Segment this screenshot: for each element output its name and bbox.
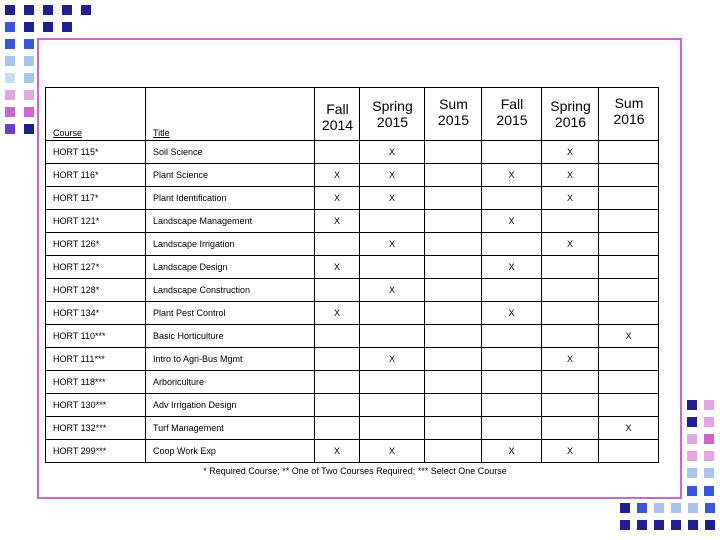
term-mark: X [482,164,542,187]
decorative-square [5,107,15,117]
decorative-square [620,520,630,530]
course-title: Coop Work Exp [146,440,315,463]
decorative-square [687,468,697,478]
term-3-year: 2015 [437,112,470,128]
course-title: Intro to Agri-Bus Mgmt [146,348,315,371]
term-mark [360,210,425,233]
term-mark: X [542,141,599,164]
term-mark [315,371,360,394]
table-row [46,141,659,164]
course-code: HORT 127* [46,256,146,279]
course-code: HORT 130*** [46,394,146,417]
decorative-square [688,503,698,513]
term-mark: X [360,233,425,256]
decorative-square [62,22,72,32]
decorative-square [704,434,714,444]
decorative-square [705,503,715,513]
decorative-square [688,520,698,530]
term-2-season: Spring [372,98,413,114]
term-mark [542,371,599,394]
term-mark [360,417,425,440]
course-code: HORT 116* [46,164,146,187]
term-mark [599,233,659,256]
term-mark: X [360,164,425,187]
term-mark: X [599,417,659,440]
table-row [46,233,659,256]
term-mark: X [599,325,659,348]
table-row [46,256,659,279]
decorative-square [5,124,15,134]
table-row [46,417,659,440]
course-code: HORT 110*** [46,325,146,348]
term-mark [599,279,659,302]
term-mark: X [360,279,425,302]
term-mark [425,394,482,417]
term-1-year: 2014 [321,117,354,133]
decorative-square [705,520,715,530]
header-term-5 [542,88,599,141]
term-mark: X [360,141,425,164]
term-mark [599,371,659,394]
term-mark [542,279,599,302]
decorative-square [24,22,34,32]
course-title: Adv Irrigation Design [146,394,315,417]
decorative-square [704,451,714,461]
term-5-season: Spring [550,98,591,114]
course-code: HORT 115* [46,141,146,164]
term-mark [425,371,482,394]
decorative-square [687,434,697,444]
course-schedule-table [45,87,659,463]
term-4-season: Fall [500,96,524,112]
course-title: Basic Horticulture [146,325,315,348]
term-mark [482,233,542,256]
term-mark: X [360,440,425,463]
decorative-square [5,90,15,100]
header-course: Course [46,88,146,141]
footnote: * Required Course; ** One of Two Courses Required; *** Select One Course [203,466,507,476]
term-mark [542,256,599,279]
term-mark [542,394,599,417]
term-mark [599,440,659,463]
term-mark [425,187,482,210]
decorative-square [687,400,697,410]
decorative-square [704,417,714,427]
term-mark [315,348,360,371]
decorative-square [24,107,34,117]
term-mark [425,302,482,325]
term-mark [315,325,360,348]
term-mark [482,187,542,210]
header-term-4 [482,88,542,141]
decorative-square [5,56,15,66]
course-code: HORT 134* [46,302,146,325]
term-mark [482,141,542,164]
term-mark [599,302,659,325]
decorative-square [5,22,15,32]
term-mark [482,394,542,417]
term-mark [482,279,542,302]
term-mark: X [315,440,360,463]
header-term-3 [425,88,482,141]
decorative-square [637,503,647,513]
decorative-square [671,520,681,530]
course-code: HORT 111*** [46,348,146,371]
decorative-square [671,503,681,513]
header-term-6 [599,88,659,141]
table-row [46,302,659,325]
table-row [46,440,659,463]
term-mark [425,141,482,164]
term-mark [425,348,482,371]
decorative-square [687,417,697,427]
term-mark: X [360,187,425,210]
decorative-square [24,73,34,83]
course-title: Soil Science [146,141,315,164]
term-mark [360,302,425,325]
table-row [46,187,659,210]
term-mark [599,141,659,164]
course-title: Landscape Design [146,256,315,279]
term-mark: X [482,302,542,325]
decorative-square [43,5,53,15]
course-code: HORT 121* [46,210,146,233]
decorative-square [654,520,664,530]
term-3-season: Sum [439,96,468,112]
table-row [46,348,659,371]
term-mark [599,210,659,233]
decorative-square [24,5,34,15]
term-mark: X [315,164,360,187]
term-1-season: Fall [326,101,349,117]
course-title: Plant Identification [146,187,315,210]
term-mark: X [315,302,360,325]
term-mark [315,141,360,164]
term-mark: X [542,440,599,463]
table-row [46,325,659,348]
term-mark [542,417,599,440]
term-mark: X [542,348,599,371]
decorative-square [5,39,15,49]
term-mark [425,210,482,233]
term-mark [360,394,425,417]
decorative-square [704,486,714,496]
table-header-row [46,88,659,141]
term-5-year: 2016 [554,114,587,130]
term-mark: X [542,233,599,256]
decorative-square [704,400,714,410]
course-title: Plant Pest Control [146,302,315,325]
decorative-square [620,503,630,513]
decorative-square [24,124,34,134]
term-mark [315,233,360,256]
decorative-square [62,5,72,15]
term-mark: X [482,210,542,233]
decorative-square [24,90,34,100]
term-mark [425,256,482,279]
term-mark [599,394,659,417]
term-4-year: 2015 [496,112,528,128]
course-title: Landscape Construction [146,279,315,302]
course-code: HORT 117* [46,187,146,210]
term-mark [360,371,425,394]
term-mark [360,256,425,279]
term-mark [425,440,482,463]
table-row [46,394,659,417]
course-code: HORT 126* [46,233,146,256]
term-mark [542,325,599,348]
table-row [46,164,659,187]
table-row [46,210,659,233]
term-mark: X [315,256,360,279]
term-mark [315,394,360,417]
decorative-square [81,5,91,15]
term-mark: X [360,348,425,371]
course-code: HORT 299*** [46,440,146,463]
term-mark [542,302,599,325]
term-mark [482,325,542,348]
term-mark [360,325,425,348]
course-code: HORT 132*** [46,417,146,440]
header-title: Title [146,88,315,141]
term-2-year: 2015 [376,114,409,130]
term-mark: X [482,440,542,463]
course-title: Landscape Irrigation [146,233,315,256]
decorative-square [5,73,15,83]
decorative-square [654,503,664,513]
course-title: Landscape Management [146,210,315,233]
table-row [46,279,659,302]
term-mark [425,164,482,187]
decorative-square [24,56,34,66]
term-mark: X [542,187,599,210]
term-mark [482,348,542,371]
term-mark [482,371,542,394]
decorative-square [637,520,647,530]
term-mark [599,348,659,371]
decorative-square [5,5,15,15]
course-title: Turf Management [146,417,315,440]
term-mark [599,187,659,210]
term-mark [482,417,542,440]
term-mark [599,164,659,187]
course-code: HORT 128* [46,279,146,302]
term-6-year: 2016 [613,111,645,127]
term-mark [425,325,482,348]
term-mark [425,417,482,440]
decorative-square [687,486,697,496]
term-mark [315,279,360,302]
header-term-1 [315,88,360,141]
decorative-square [24,39,34,49]
decorative-square [704,468,714,478]
term-mark: X [542,164,599,187]
course-title: Plant Science [146,164,315,187]
term-mark [425,279,482,302]
table-row [46,371,659,394]
decorative-square [687,451,697,461]
course-code: HORT 118*** [46,371,146,394]
term-6-season: Sum [614,95,644,111]
term-mark: X [315,210,360,233]
course-title: Arboriculture [146,371,315,394]
term-mark [425,233,482,256]
term-mark [315,417,360,440]
term-mark [542,210,599,233]
header-term-2 [360,88,425,141]
term-mark: X [315,187,360,210]
term-mark [599,256,659,279]
term-mark: X [482,256,542,279]
decorative-square [43,22,53,32]
